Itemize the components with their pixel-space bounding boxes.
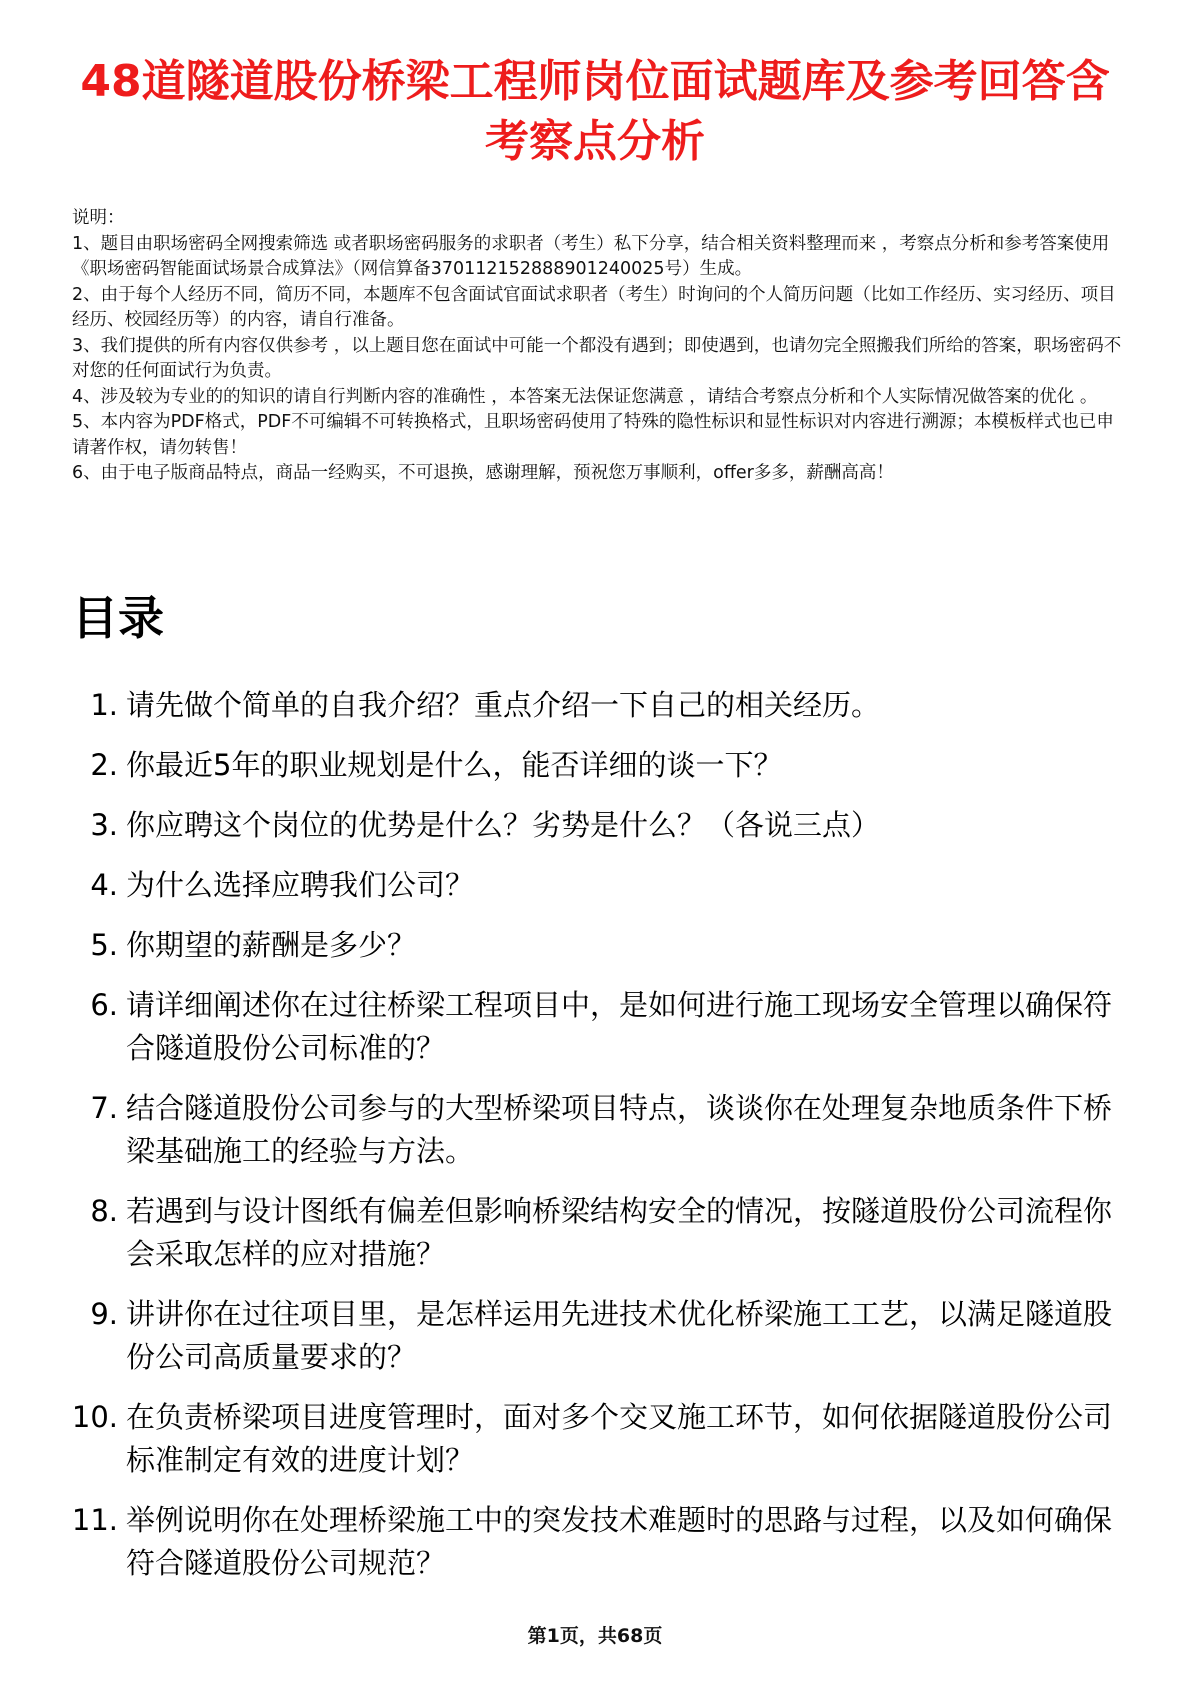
toc-item-5[interactable] xyxy=(72,924,1122,967)
note-item-3: 3、我们提供的所有内容仅供参考 ，以上题目您在面试中可能一个都没有遇到；即使遇到，也请勿完全照搬我们所给的答案，职场密码不对您的任何面试行为负责。 xyxy=(72,335,1122,381)
toc-item-number: 4. xyxy=(90,868,118,902)
toc-item-11[interactable] xyxy=(72,1499,1122,1585)
toc-item-number: 5. xyxy=(90,928,118,962)
toc-item-text: 在负责桥梁项目进度管理时，面对多个交叉施工环节，如何依据隧道股份公司标准制定有效的进度计划？ xyxy=(126,1400,1113,1477)
toc-item-2[interactable] xyxy=(72,744,1122,787)
document-title: 48道隧道股份桥梁工程师岗位面试题库及参考回答含考察点分析 xyxy=(80,56,1110,167)
toc-item-text: 请先做个简单的自我介绍？重点介绍一下自己的相关经历。 xyxy=(126,688,881,722)
toc-item-8[interactable] xyxy=(72,1190,1122,1276)
toc-item-number: 1. xyxy=(90,688,118,722)
toc-item-number: 2. xyxy=(90,748,118,782)
note-item-5: 5、本内容为PDF格式，PDF不可编辑不可转换格式，且职场密码使用了特殊的隐性标识和显性标识对内容进行溯源；本模板样式也已申请著作权，请勿转售！ xyxy=(72,412,1114,458)
toc-item-10[interactable] xyxy=(72,1396,1122,1482)
note-item-1: 1、题目由职场密码全网搜索筛选 或者职场密码服务的求职者（考生）私下分享，结合相关资料整理而来 ，考察点分析和参考答案使用《职场密码智能面试场景合成算法》（网信算备370112152888901240025号）生成。 xyxy=(72,233,1110,279)
toc-list xyxy=(72,684,1122,1602)
toc-item-9[interactable] xyxy=(72,1293,1122,1379)
toc-item-6[interactable] xyxy=(72,984,1122,1070)
note-item-6: 6、由于电子版商品特点，商品一经购买，不可退换，感谢理解，预祝您万事顺利，offer多多，薪酬高高！ xyxy=(72,463,894,483)
toc-item-number: 7. xyxy=(90,1091,118,1125)
toc-item-1[interactable] xyxy=(72,684,1122,727)
toc-heading: 目录 xyxy=(72,591,164,645)
toc-item-text: 你应聘这个岗位的优势是什么？劣势是什么？（各说三点） xyxy=(126,808,881,842)
toc-item-3[interactable] xyxy=(72,804,1122,847)
toc-item-number: 10. xyxy=(71,1400,118,1434)
toc-item-4[interactable] xyxy=(72,864,1122,907)
toc-item-text: 你期望的薪酬是多少？ xyxy=(126,928,417,962)
note-item-4: 4、涉及较为专业的的知识的请自行判断内容的准确性 ，本答案无法保证您满意 ，请结合考察点分析和个人实际情况做答案的优化 。 xyxy=(72,386,1098,407)
toc-item-7[interactable] xyxy=(72,1087,1122,1173)
toc-item-text: 你最近5年的职业规划是什么，能否详细的谈一下？ xyxy=(126,748,783,782)
notes-heading: 说明： xyxy=(72,208,125,228)
toc-item-number: 11. xyxy=(71,1503,118,1537)
disclaimer-notes xyxy=(72,206,1122,487)
toc-item-text: 结合隧道股份公司参与的大型桥梁项目特点，谈谈你在处理复杂地质条件下桥梁基础施工的经验与方法。 xyxy=(126,1091,1113,1168)
toc-item-text: 若遇到与设计图纸有偏差但影响桥梁结构安全的情况，按隧道股份公司流程你会采取怎样的应对措施？ xyxy=(126,1194,1113,1271)
toc-item-text: 请详细阐述你在过往桥梁工程项目中，是如何进行施工现场安全管理以确保符合隧道股份公司标准的？ xyxy=(126,988,1113,1065)
toc-item-number: 3. xyxy=(90,808,118,842)
toc-item-number: 6. xyxy=(90,988,118,1022)
page-footer: 第1页，共68页 xyxy=(527,1625,663,1647)
toc-item-number: 8. xyxy=(90,1194,118,1228)
toc-item-text: 举例说明你在处理桥梁施工中的突发技术难题时的思路与过程，以及如何确保符合隧道股份公司规范？ xyxy=(126,1503,1113,1580)
toc-item-text: 讲讲你在过往项目里，是怎样运用先进技术优化桥梁施工工艺，以满足隧道股份公司高质量要求的？ xyxy=(126,1297,1113,1374)
toc-item-number: 9. xyxy=(90,1297,118,1331)
toc-item-text: 为什么选择应聘我们公司？ xyxy=(126,868,475,902)
note-item-2: 2、由于每个人经历不同，简历不同，本题库不包含面试官面试求职者（考生）时询问的个人简历问题（比如工作经历、实习经历、项目经历、校园经历等）的内容，请自行准备。 xyxy=(72,284,1116,330)
